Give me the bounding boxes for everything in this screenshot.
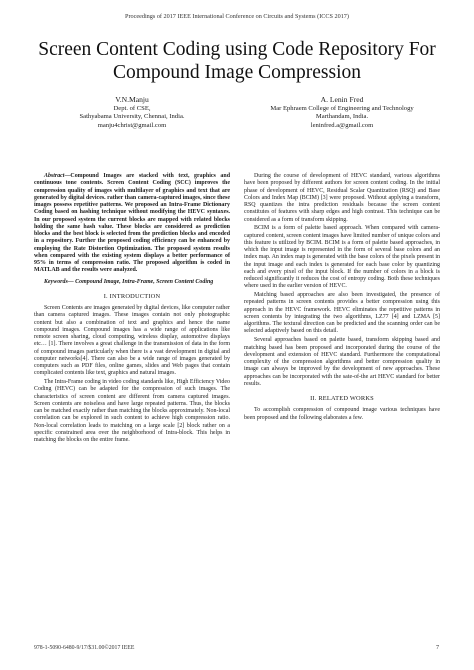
page-number: 7 bbox=[436, 644, 440, 651]
section-heading-introduction: I. INTRODUCTION bbox=[103, 292, 161, 300]
author-affiliation: Marthandam, India. bbox=[315, 113, 369, 121]
body-paragraph: The Intra-Frame coding in video coding standards like, High Efficiency Video Coding (HEVC) can be adapted for the compression of such images. The characteristics of screen content are different from camera captured images. Screen contents are noiseless and have large repeated patterns. Thus, the blocks can be matched exactly rather than matching the blocks approximately. Non-local correlation can be explored in such content to achieve high compression ratio. Non-local correlation leads to matching on a large scale [2] block rather on a specific constrained area over the neighborhood of Intra-block. This helps in matching the blocks on the entire frame. bbox=[34, 379, 230, 444]
title-line-1: Screen Content Coding using Code Repository For bbox=[38, 39, 436, 60]
author-affiliation: Dept. of CSE, bbox=[113, 104, 151, 112]
right-column bbox=[244, 173, 440, 423]
author-name: A. Lenin Fred bbox=[320, 95, 364, 104]
keywords-text: Compound Image, Intra-Frame, Screen Content Coding bbox=[73, 278, 214, 285]
copyright-footer: 978-1-5090-6480-9/17/$31.00©2017 IEEE bbox=[34, 645, 135, 651]
keywords-lead: Keywords— bbox=[44, 278, 74, 285]
body-paragraph: Matching based approaches are also been investigated, the presence of repeated patterns in screen contents provides a better compression using this approach in the HEVC framework. HEVC eliminates the repetitive patterns in screen contents by integrating the two algorithms, LZ77 [4] and LZMA [5] algorithms. The textural direction can be predicted and the scanning order can be selected adaptively based on this detail. bbox=[244, 292, 440, 335]
paper-title bbox=[30, 38, 444, 84]
author-block-2 bbox=[244, 96, 440, 130]
abstract-text: —Compound Images are stacked with text, graphics and continuous tone contents. Screen Content Coding (SCC) improves the compression quality of images with multilayer of graphics and text that are generated by digital devices. rather than camera-captured images, since these images possess repetitive patterns. We proposed an Intra-Frame Dictionary Coding based on hashing technique without modifying the HEVC syntaxes. In our proposed system the current blocks are mapped with related blocks holding the same hash value. These blocks are considered as prediction blocks and the best block is selected from the prediction blocks and encoded in a repository. Further the proposed coding efficiency can be enhanced by employing the Rate Distortion Optimization. The proposed system results when compared with the existing system displays a better performance of 95% in terms of compression ratio. The proposed algorithm is coded in MATLAB and the results were analyzed. bbox=[34, 173, 230, 274]
section-heading-related-works: II. RELATED WORKS bbox=[310, 395, 374, 403]
author-name: V.N.Manju bbox=[115, 95, 149, 104]
author-affiliation: Mar Ephraem College of Engineering and Technology bbox=[270, 104, 414, 112]
left-column bbox=[34, 173, 230, 446]
body-paragraph: During the course of development of HEVC standard, various algorithms have been proposed by different authors for screen content coding. In the initial phase of development of HEVC, Residual Scalar Quantization (RSQ) and Base Colors and Index Map (BCIM) [3] were proposed. Without applying a transform, RSQ quantizes the intra prediction residuals because the screen content constitutes of features with sharp edges and high contrast. This technique can be considered as a form of transform skipping. bbox=[244, 173, 440, 223]
author-affiliation: Sathyabama University, Chennai, India. bbox=[79, 113, 185, 121]
title-line-2: Compound Image Compression bbox=[112, 62, 362, 83]
author-email: manju4christ@gmail.com bbox=[97, 121, 167, 129]
body-paragraph: Several approaches based on palette based, transform skipping based and matching based has been proposed and incorporated during the course of the development and extension of HEVC standard. Furthermore the computational complexity of the compression algorithms and better compression quality in image can always be improved by the development of new approaches. These approaches can be incorporated with the sate-of-the art HEVC standard for better results. bbox=[244, 337, 440, 387]
keywords-paragraph bbox=[34, 279, 230, 286]
author-email: leninfred.a@gmail.com bbox=[310, 121, 374, 129]
body-paragraph: BCIM is a form of palette based approach. When compared with camera-captured content, screen content images have limited number of unique colors and this feature is utilized by BCIM. BCIM is a form of palette based approaches, in which the input image is represented in the form of several base colors and an index map. An index map is generated with the base colors of the pixels present in the input image and each index is generated for each base color by quantizing each and every pixel of the input block. If the number of colors in a block is reduced significantly it reduces the cost of entropy coding. Both these techniques where used in the earlier version of HEVC. bbox=[244, 225, 440, 290]
body-paragraph: Screen Contents are images generated by digital devices, like computer rather than camera captured images. These images contain not only photographic content but also a combination of text and graphics and hence the name compound images. Compound images has a wide range of applications like remote screen sharing, cloud computing, wireless display, automotive displays etc… [1]. There involves a great challenge in the transmission of data in the form of compound images particularly when there is a vast development in digital and computer networks[4]. There can also be a wide range of images generated by computers such as PDF files, online games, slides and Web pages that contain complicated contents like text, graphics and natural images. bbox=[34, 305, 230, 377]
proceedings-header: Proceedings of 2017 IEEE International Conference on Circuits and Systems (ICCS 2017) bbox=[125, 13, 349, 20]
abstract-lead: Abstract bbox=[44, 173, 65, 179]
body-paragraph: To accomplish compression of compound image various techniques have been proposed and the following elaborates a few. bbox=[244, 407, 440, 421]
author-block-1 bbox=[34, 96, 230, 130]
abstract-paragraph bbox=[34, 173, 230, 275]
